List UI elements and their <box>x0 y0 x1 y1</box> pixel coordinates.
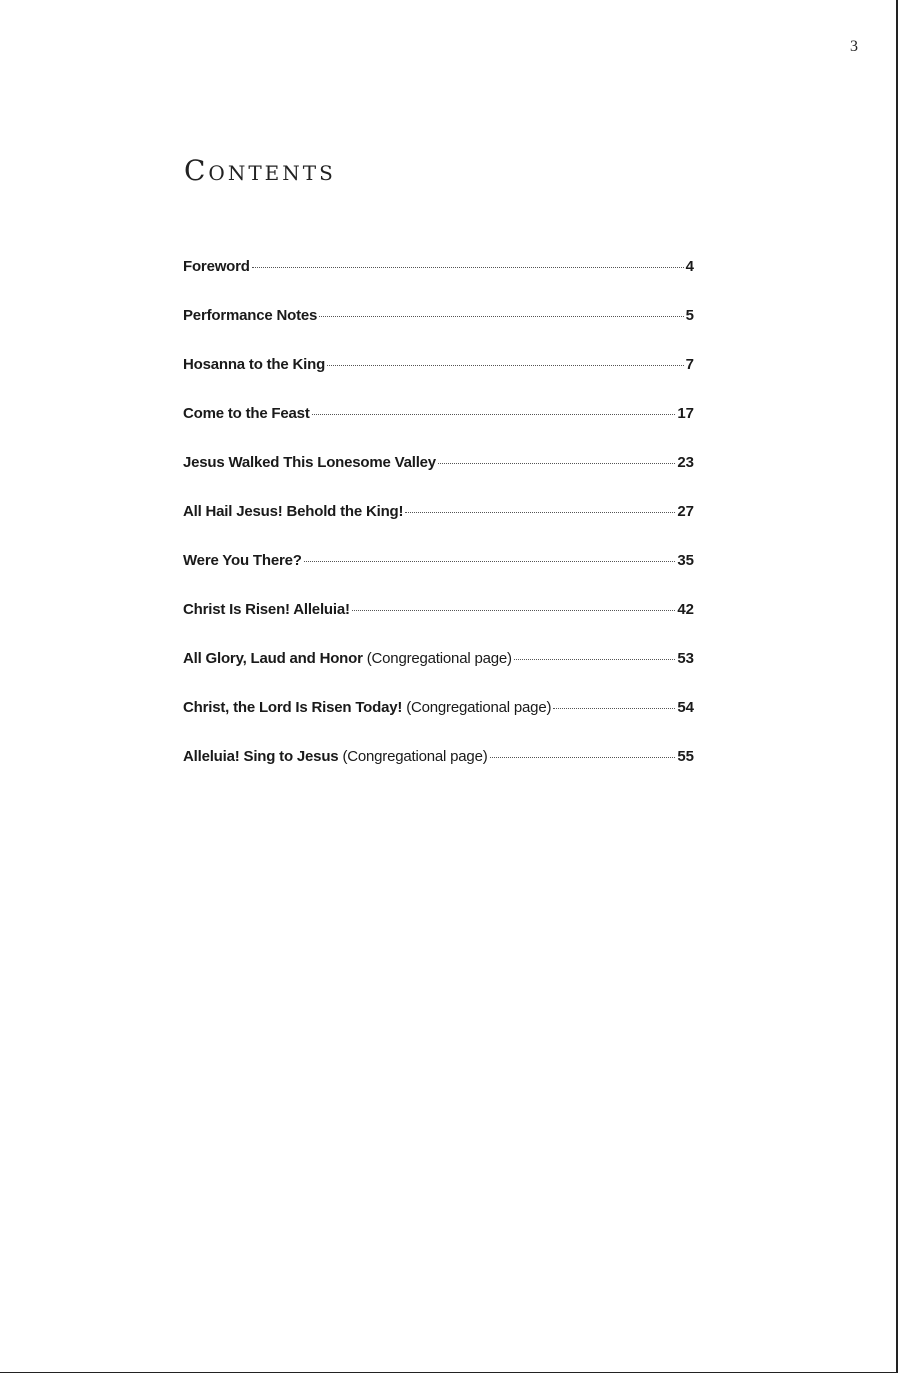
toc-entry-title: Foreword <box>183 258 250 275</box>
toc-entry-title: Hosanna to the King <box>183 356 326 373</box>
toc-entry-page: 17 <box>677 405 694 422</box>
toc-entry-were-you-there[interactable] <box>183 552 694 601</box>
toc-entry-jesus-walked-this-lonesome-valley[interactable] <box>183 454 694 503</box>
toc-entry-title: Come to the Feast <box>183 405 310 422</box>
toc-entry-come-to-the-feast[interactable] <box>183 405 694 454</box>
dot-leader <box>490 757 676 758</box>
toc-entry-title: Jesus Walked This Lonesome Valley <box>183 454 436 471</box>
toc-entry-christ-the-lord-is-risen-today[interactable] <box>183 699 694 748</box>
toc-entry-page: 35 <box>677 552 694 569</box>
toc-entry-christ-is-risen[interactable] <box>183 601 694 650</box>
dot-leader <box>327 365 684 366</box>
dot-leader <box>304 561 676 562</box>
toc-entry-title: Were You There? <box>183 552 302 569</box>
toc-entry-page: 7 <box>685 356 694 373</box>
toc-entry-note: (Congregational page) <box>342 748 488 765</box>
dot-leader <box>514 659 676 660</box>
dot-leader <box>553 708 675 709</box>
toc-entry-page: 54 <box>677 699 694 716</box>
toc-entry-alleluia-sing-to-jesus[interactable] <box>183 748 694 797</box>
toc-entry-page: 5 <box>685 307 694 324</box>
toc-entry-page: 55 <box>677 748 694 765</box>
toc-entry-title: All Hail Jesus! Behold the King! <box>183 503 404 520</box>
dot-leader <box>319 316 684 317</box>
toc-entry-hosanna-to-the-king[interactable] <box>183 356 694 405</box>
dot-leader <box>252 267 684 268</box>
toc-entry-note: (Congregational page) <box>366 650 512 667</box>
toc-entry-page: 23 <box>677 454 694 471</box>
toc-entry-title: Christ Is Risen! Alleluia! <box>183 601 350 618</box>
toc-entry-title: Performance Notes <box>183 307 318 324</box>
toc-entry-page: 27 <box>677 503 694 520</box>
toc-entry-title: Alleluia! Sing to Jesus <box>183 748 339 765</box>
toc-entry-title: Christ, the Lord Is Risen Today! <box>183 699 403 716</box>
contents-heading: Contents <box>184 154 336 187</box>
toc-entry-title: All Glory, Laud and Honor <box>183 650 363 667</box>
toc-entry-all-glory-laud-and-honor[interactable] <box>183 650 694 699</box>
page-number: 3 <box>850 38 858 55</box>
table-of-contents <box>183 258 694 797</box>
toc-entry-page: 42 <box>677 601 694 618</box>
toc-entry-performance-notes[interactable] <box>183 307 694 356</box>
toc-entry-page: 53 <box>677 650 694 667</box>
toc-entry-note: (Congregational page) <box>406 699 552 716</box>
toc-entry-all-hail-jesus[interactable] <box>183 503 694 552</box>
toc-entry-page: 4 <box>685 258 694 275</box>
dot-leader <box>312 414 676 415</box>
toc-entry-foreword[interactable] <box>183 258 694 307</box>
dot-leader <box>438 463 675 464</box>
dot-leader <box>405 512 675 513</box>
dot-leader <box>352 610 676 611</box>
